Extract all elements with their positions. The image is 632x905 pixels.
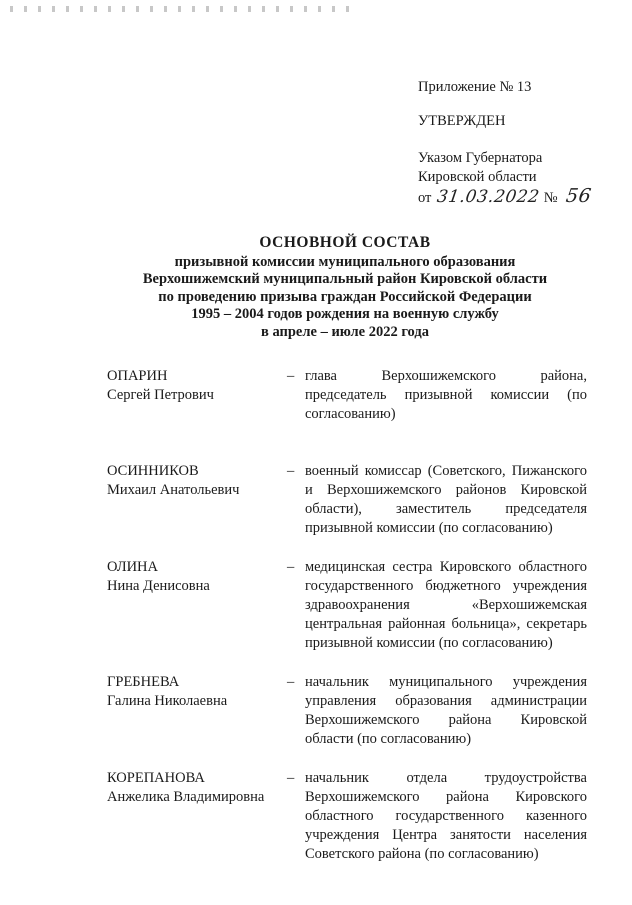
member-name [107,367,287,405]
member-entry [107,769,587,869]
member-dash: – [287,674,295,690]
member-role: глава Верхошижемского района, председатель призывной комиссии (по согласованию) [305,368,587,422]
member-surname: ОПАРИН [107,368,168,384]
member-entry [107,558,587,673]
member-given-name: Нина Денисовна [107,578,210,594]
handwritten-number: 56 [564,185,593,207]
date-prefix: от [418,190,432,206]
decree-date-line [418,187,591,208]
member-name [107,673,287,711]
member-dash: – [287,770,295,786]
title-line: в апреле – июле 2022 года [261,323,429,340]
member-given-name: Галина Николаевна [107,693,228,709]
member-dash: – [287,368,295,384]
title-line: Верхошижемский муниципальный район Кировской области [142,271,548,287]
page-title: ОСНОВНОЙ СОСТАВ [259,234,431,251]
document-title [0,234,632,341]
member-role: начальник отдела трудоустройства Верхошижемского района Кировского областного государственного казенного учреждения Центра занятости населения Советского района (по согласованию) [305,770,587,862]
member-role: военный комиссар (Советского, Пижанского и Верхошижемского районов Кировской области), заместитель председателя призывной комиссии (по согласованию) [305,463,587,536]
member-surname: КОРЕПАНОВА [107,770,205,786]
title-line: по проведению призыва граждан Российской Федерации [158,288,532,305]
member-given-name: Сергей Петрович [107,387,214,403]
member-surname: ОЛИНА [107,559,158,575]
member-surname: ГРЕБНЕВА [107,674,180,690]
scan-artifact-marks [10,6,350,12]
handwritten-date: 31.03.2022 [436,187,542,207]
title-line: 1995 – 2004 годов рождения на военную службу [191,306,499,322]
member-dash: – [287,559,295,575]
member-role: начальник муниципального учреждения управления образования администрации Верхошижемского района Кировской области (по согласованию) [305,674,587,747]
member-entry [107,673,587,769]
title-line: призывной комиссии муниципального образования [174,253,516,270]
members-list [107,367,587,869]
decree-line-1: Указом Губернатора [418,150,543,166]
member-entry [107,462,587,558]
member-entry [107,367,587,462]
member-name [107,769,287,807]
approved-label: УТВЕРЖДЕН [418,113,506,129]
member-role: медицинская сестра Кировского областного государственного бюджетного учреждения здравоохранения «Верхошижемская центральная районная больница», секретарь призывной комиссии (по согласованию) [305,559,587,651]
decree-line-2: Кировской области [418,169,537,185]
member-dash: – [287,463,295,479]
member-name [107,462,287,500]
approval-header [418,78,591,208]
member-name [107,558,287,596]
member-given-name: Михаил Анатольевич [107,482,240,498]
member-surname: ОСИННИКОВ [107,463,199,479]
member-given-name: Анжелика Владимировна [107,789,265,805]
appendix-label: Приложение № 13 [418,79,532,95]
number-sign: № [543,190,558,206]
